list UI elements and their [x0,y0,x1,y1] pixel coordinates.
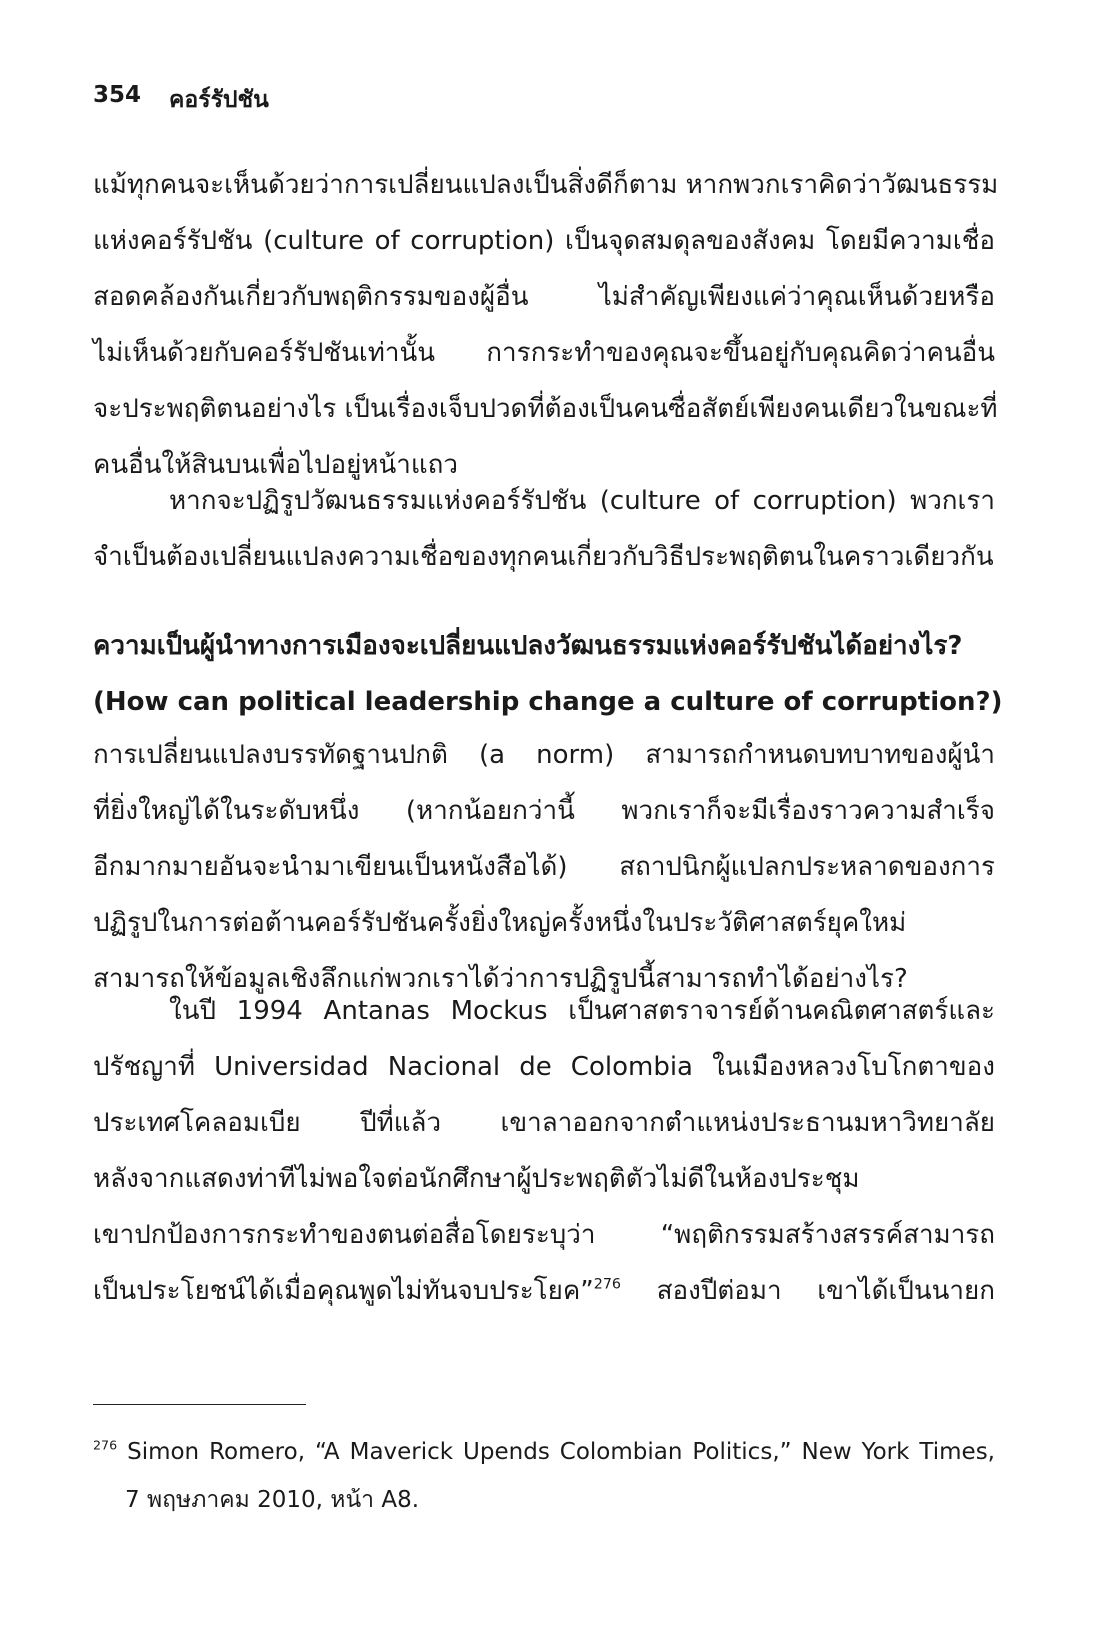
text-line: ที่ยิ่งใหญ่ได้ในระดับหนึ่ง (หากน้อยกว่านี้ พวกเราก็จะมีเรื่องราวความสำเร็จ [93,796,995,826]
section-heading-thai: ความเป็นผู้นำทางการเมืองจะเปลี่ยนแปลงวัฒนธรรมแห่งคอร์รัปชันได้อย่างไร? [93,631,963,661]
text-line: แห่งคอร์รัปชัน (culture of corruption) เป็นจุดสมดุลของสังคม โดยมีความเชื่อ [93,226,995,256]
text-line: ประเทศโคลอมเบีย ปีที่แล้ว เขาลาออกจากตำแหน่งประธานมหาวิทยาลัย [93,1108,995,1138]
text-line: หลังจากแสดงท่าทีไม่พอใจต่อนักศึกษาผู้ประพฤติตัวไม่ดีในห้องประชุม [93,1164,860,1194]
text-line: ปรัชญาที่ Universidad Nacional de Colombia ในเมืองหลวงโบโกตาของ [93,1052,995,1082]
paragraph-2 [93,473,995,585]
footnote-text: Simon Romero, “A Maverick Upends Colombian Politics,” New York Times, [117,1439,995,1465]
text-line: ปฏิรูปในการต่อต้านคอร์รัปชันครั้งยิ่งใหญ่ครั้งหนึ่งในประวัติศาสตร์ยุคใหม่ [93,908,907,938]
page-number: 354 [93,82,142,108]
text-line: จำเป็นต้องเปลี่ยนแปลงความเชื่อของทุกคนเกี่ยวกับวิธีประพฤติตนในคราวเดียวกัน [93,542,994,572]
text-line: แม้ทุกคนจะเห็นด้วยว่าการเปลี่ยนแปลงเป็นสิ่งดีก็ตาม หากพวกเราคิดว่าวัฒนธรรม [93,170,999,200]
text-segment: สองปีต่อมา เขาได้เป็นนายก [621,1276,995,1306]
footnote [93,1428,995,1524]
section-heading [93,618,1003,730]
text-line: ไม่เห็นด้วยกับคอร์รัปชันเท่านั้น การกระทำของคุณจะขึ้นอยู่กับคุณคิดว่าคนอื่น [93,338,995,368]
text-line: ในปี 1994 Antanas Mockus เป็นศาสตราจารย์ด้านคณิตศาสตร์และ [169,996,995,1026]
running-title: คอร์รัปชัน [169,87,269,113]
text-line: จะประพฤติตนอย่างไร เป็นเรื่องเจ็บปวดที่ต้องเป็นคนซื่อสัตย์เพียงคนเดียวในขณะที่ [93,394,998,424]
paragraph-1 [93,157,999,493]
footnote-divider [93,1404,306,1405]
section-heading-english: (How can political leadership change a culture of corruption?) [93,687,1003,717]
text-line: เขาปกป้องการกระทำของตนต่อสื่อโดยระบุว่า “พฤติกรรมสร้างสรรค์สามารถ [93,1220,995,1250]
paragraph-4 [93,983,995,1319]
footnote-reference[interactable]: 276 [593,1276,622,1293]
text-segment: เป็นประโยชน์ได้เมื่อคุณพูดไม่ทันจบประโยค” [93,1276,594,1306]
text-line-with-footnote-ref [93,1263,995,1319]
text-line: คนอื่นให้สินบนเพื่อไปอยู่หน้าแถว [93,450,458,480]
footnote-line [93,1428,995,1476]
text-line: สามารถให้ข้อมูลเชิงลึกแก่พวกเราได้ว่าการปฏิรูปนี้สามารถทำได้อย่างไร? [93,964,908,994]
text-line: อีกมากมายอันจะนำมาเขียนเป็นหนังสือได้) สถาปนิกผู้แปลกประหลาดของการ [93,852,995,882]
text-line: สอดคล้องกันเกี่ยวกับพฤติกรรมของผู้อื่น ไม่สำคัญเพียงแค่ว่าคุณเห็นด้วยหรือ [93,282,995,312]
footnote-line: 7 พฤษภาคม 2010, หน้า A8. [125,1487,420,1513]
text-line: การเปลี่ยนแปลงบรรทัดฐานปกติ (a norm) สามารถกำหนดบทบาทของผู้นำ [93,740,995,770]
text-line: หากจะปฏิรูปวัฒนธรรมแห่งคอร์รัปชัน (culture of corruption) พวกเรา [169,486,995,516]
page-header [93,82,269,118]
footnote-number: 276 [93,1437,118,1453]
paragraph-3 [93,727,995,1007]
